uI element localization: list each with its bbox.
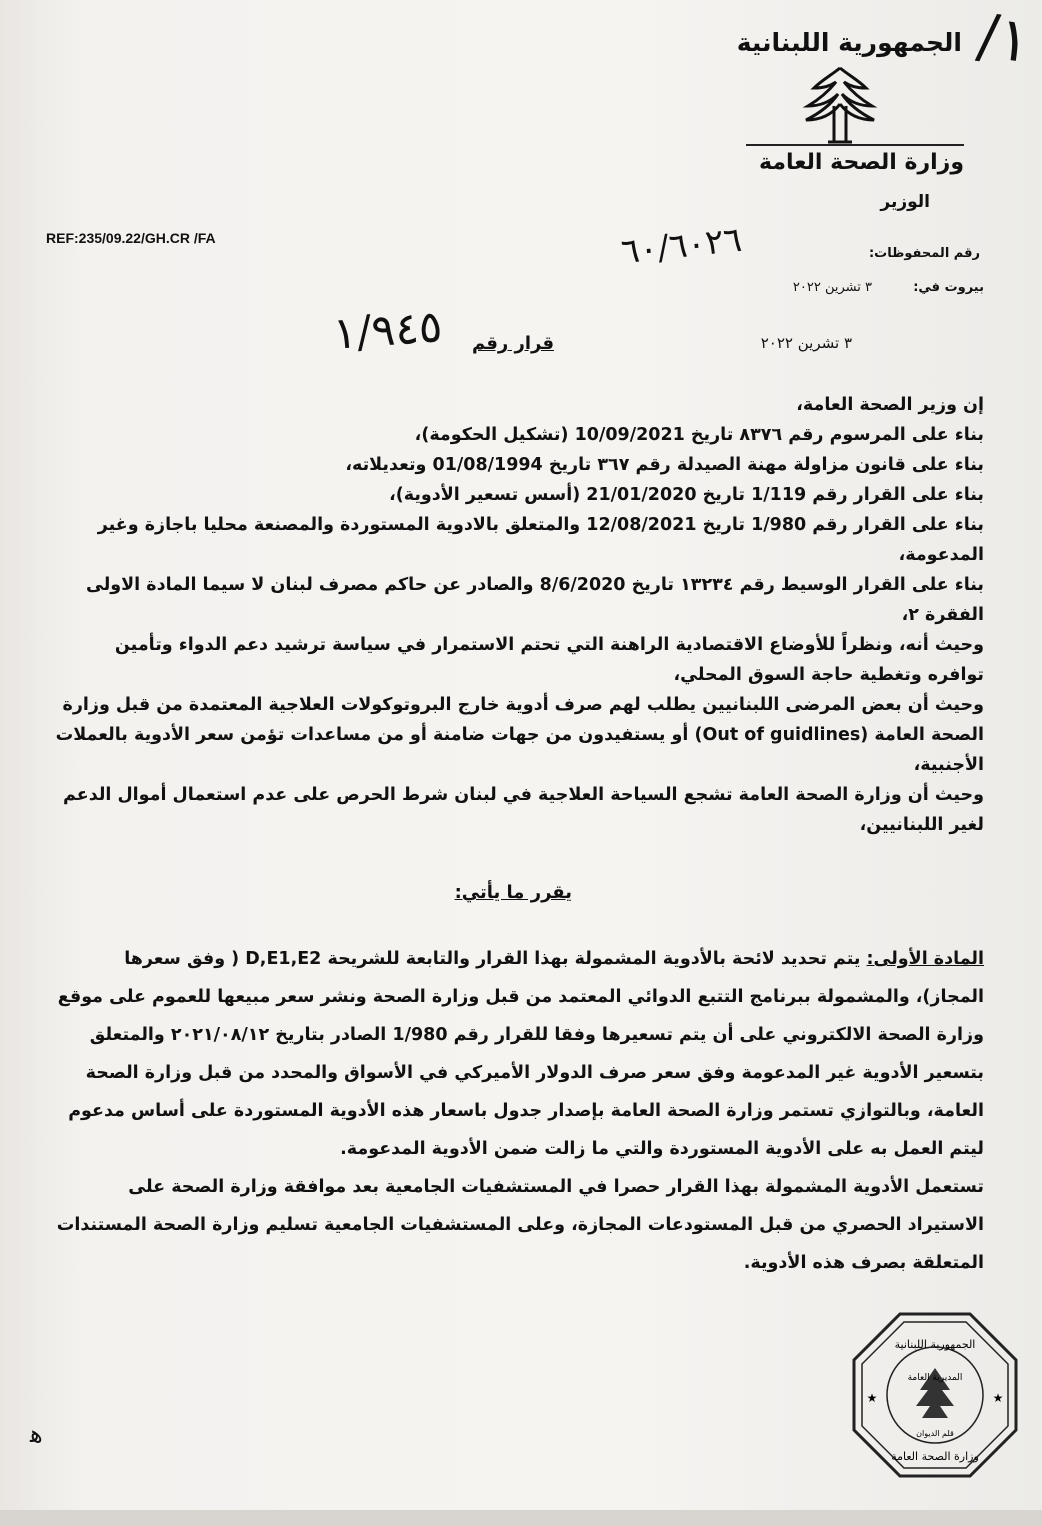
ministry-name: وزارة الصحة العامة — [759, 150, 964, 175]
seal-inner-text: قلم الديوان — [916, 1429, 954, 1438]
keeps-label: رقم المحفوظات: — [868, 246, 980, 261]
seal-bottom-text: وزارة الصحة العامة — [891, 1450, 979, 1463]
preamble-line: بناء على المرسوم رقم ٨٣٧٦ تاريخ 10/09/2021 (تشكيل الحكومة)، — [414, 425, 984, 445]
corner-mark: ١/ — [972, 0, 1035, 78]
preamble-line: وحيث أنه، ونظراً للأوضاع الاقتصادية الراهنة التي تحتم الاستمرار في سياسة ترشيد دعم الدواء وتأمين توافره وتغطية حاجة السوق المحلي، — [114, 635, 984, 685]
decision-date: ٣ تشرين ٢٠٢٢ — [760, 334, 852, 352]
keeps-value: ٦٠/٦٠٢٦ — [619, 219, 744, 273]
country-title: الجمهورية اللبنانية — [736, 28, 962, 57]
preamble-line: بناء على القرار الوسيط رقم ١٣٢٣٤ تاريخ 8/6/2020 والصادر عن حاكم مصرف لبنان لا سيما المادة الاولى الفقرة ٢، — [85, 575, 984, 625]
article-one-text: يتم تحديد لائحة بالأدوية المشمولة بهذا القرار والتابعة للشريحة D,E1,E2 ( وفق سعرها المجاز)، والمشمولة ببرنامج التتبع الدوائي المعتمد من قبل وزارة الصحة ونشر سعر مبيعها للعموم على موقع وزارة الصحة الالكتروني على أن يتم تسعيرها وفقا للقرار رقم 1/980 الصادر بتاريخ ٢٠٢١/٠٨/١٢ والمتعلق بتسعير الأدوية غير المدعومة وفق سعر صرف الدولار الأميركي في الأسواق والمحدد من قبل وزارة الصحة العامة، وبالتوازي تستمر وزارة الصحة العامة بإصدار جدول باسعار هذه الأدوية المستوردة على أساس مدعوم ليتم العمل به على الأدوية المستوردة والتي ما زالت ضمن الأدوية المدعومة. — [57, 949, 984, 1159]
preamble-line: بناء على القرار رقم 1/980 تاريخ 12/08/2021 والمتعلق بالادوية المستوردة والمصنعة محليا باجازة وغير المدعومة، — [97, 515, 984, 565]
initials-mark: ﻫ — [30, 1420, 43, 1448]
preamble-line: إن وزير الصحة العامة، — [796, 395, 984, 415]
article-one-label: المادة الأولى: — [866, 949, 984, 969]
seal-outer-text: الجمهورية اللبنانية — [894, 1338, 976, 1351]
decides-heading: يقرر ما يأتي: — [454, 882, 572, 903]
seal-mid-text: المديرية العامة — [907, 1373, 963, 1383]
cedar-emblem-icon — [800, 62, 880, 148]
minister-title: الوزير — [880, 192, 930, 212]
official-seal — [850, 1310, 1020, 1480]
star-icon: ★ — [866, 1391, 878, 1405]
preamble — [54, 390, 984, 840]
date-label: بيروت في: — [913, 280, 984, 295]
reference-code: REF:235/09.22/GH.CR /FA — [46, 230, 216, 246]
article-one-paragraph — [54, 940, 984, 1168]
decision-label: قرار رقم — [471, 333, 554, 354]
date-value: ٣ تشرين ٢٠٢٢ — [792, 280, 872, 295]
article-one — [54, 940, 984, 1282]
decision-number: ١/٩٤٥ — [330, 301, 444, 360]
header-rule — [746, 144, 964, 146]
preamble-line: وحيث أن بعض المرضى اللبنانيين يطلب لهم صرف أدوية خارج البروتوكولات العلاجية المعتمدة من قبل وزارة الصحة العامة (Out of guidlines) أو يستفيدون من جهات ضامنة أو من مساعدات تؤمن سعر الأدوية بالعملات الأجنبية، — [55, 695, 984, 775]
preamble-line: وحيث أن وزارة الصحة العامة تشجع السياحة العلاجية في لبنان شرط الحرص على عدم استعمال أموال الدعم لغير اللبنانيين، — [63, 785, 984, 835]
article-one-paragraph-2: تستعمل الأدوية المشمولة بهذا القرار حصرا في المستشفيات الجامعية بعد موافقة وزارة الصحة على الاستيراد الحصري من قبل المستودعات المجازة، وعلى المستشفيات الجامعية تسليم وزارة الصحة المستندات المتعلقة بصرف هذه الأدوية. — [56, 1177, 984, 1273]
preamble-line: بناء على القرار رقم 1/119 تاريخ 21/01/2020 (أسس تسعير الأدوية)، — [389, 485, 984, 505]
footer-strip — [0, 1510, 1042, 1526]
preamble-line: بناء على قانون مزاولة مهنة الصيدلة رقم ٣٦٧ تاريخ 01/08/1994 وتعديلاته، — [345, 455, 984, 475]
star-icon: ★ — [992, 1391, 1004, 1405]
